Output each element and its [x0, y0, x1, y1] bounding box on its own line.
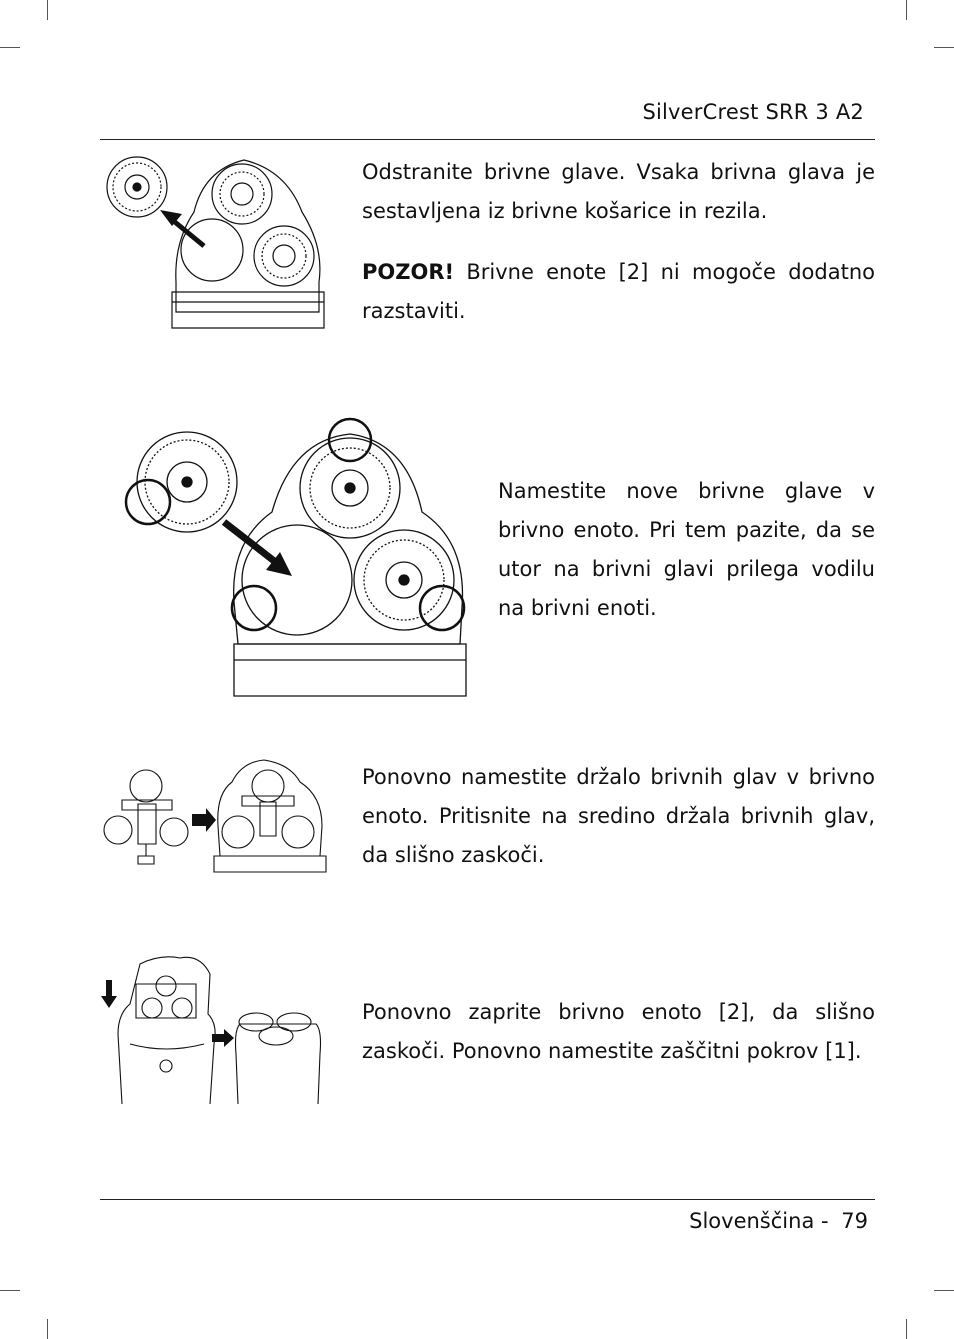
footer-language: Slovenščina - [689, 1209, 829, 1233]
page-number: 79 [841, 1209, 868, 1233]
paragraph-text: Ponovno namestite držalo brivnih glav v brivno enoto. Pritisnite na sredino držala brivnih glav, da slišno zaskoči. [362, 765, 875, 867]
crop-mark [934, 47, 954, 48]
crop-mark [47, 1319, 48, 1339]
crop-mark [47, 0, 48, 20]
crop-mark [934, 1290, 954, 1291]
arrow-icon [224, 522, 292, 576]
figure-close-unit [100, 954, 328, 1106]
arrow-icon [192, 808, 216, 832]
figure-insert-heads [122, 412, 472, 702]
paragraph-text: Brivne enote [2] ni mogoče dodatno razstaviti. [362, 260, 875, 323]
footer [600, 1209, 868, 1233]
figure-remove-heads [104, 152, 328, 332]
paragraph-text: Ponovno zaprite brivno enoto [2], da slišno zaskoči. Ponovno namestite zaščitni pokrov [1]. [362, 1000, 875, 1063]
crop-mark [906, 1319, 907, 1339]
section-3-paragraph [362, 758, 875, 875]
section-2-paragraph [498, 472, 875, 628]
header-title: SilverCrest SRR 3 A2 [642, 100, 864, 124]
section-4-paragraph [362, 993, 875, 1071]
crop-mark [0, 47, 20, 48]
figure-head-holder [102, 756, 328, 876]
section-1-warning [362, 253, 875, 331]
paragraph-text: Namestite nove brivne glave v brivno enoto. Pri tem pazite, da se utor na brivni glavi prilega vodilu na brivni enoti. [498, 479, 875, 620]
footer-rule [100, 1199, 875, 1200]
crop-mark [0, 1290, 20, 1291]
crop-mark [906, 0, 907, 20]
header-rule [100, 139, 875, 140]
section-1-paragraph-1 [362, 153, 875, 231]
arrow-down-icon [101, 980, 117, 1008]
paragraph-text: Odstranite brivne glave. Vsaka brivna glava je sestavljena iz brivne košarice in rezila. [362, 160, 875, 223]
warning-label: POZOR! [362, 260, 455, 284]
